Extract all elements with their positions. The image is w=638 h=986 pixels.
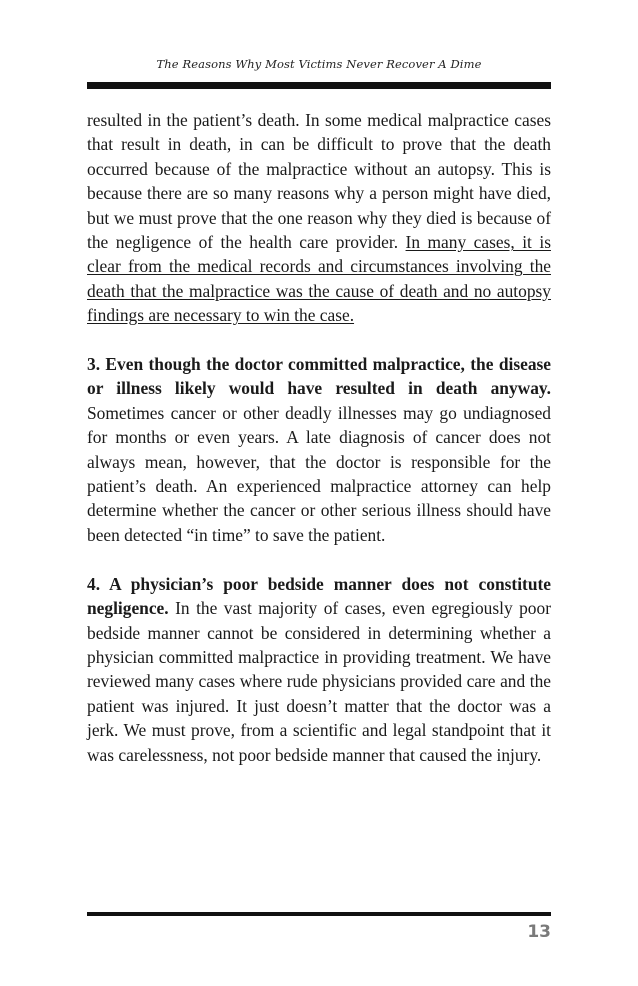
paragraph-point-4 bbox=[87, 572, 551, 767]
paragraph-text: Sometimes cancer or other deadly illnesses may go undiagnosed for months or even years. A late diagnosis of cancer does not always mean, however, that the doctor is responsible for the patient’s death. An experienced malpractice attorney can help determine whether the cancer or other serious illness should have been detected “in time” to save the patient. bbox=[87, 402, 551, 545]
paragraph-text: resulted in the patient’s death. In some medical malpractice cases that result in death, in can be difficult to prove that the death occurred because of the malpractice without an autopsy. This is because there are so many reasons why a person might have died, but we must prove that the one reason why they died is because of the negligence of the health care provider. bbox=[87, 110, 551, 253]
paragraph-death-causation bbox=[87, 108, 551, 328]
point-4-heading: 4. A physician’s poor bedside manner does not constitute negligence. bbox=[87, 573, 551, 619]
running-header: The Reasons Why Most Victims Never Recover A Dime bbox=[156, 57, 482, 71]
paragraph-point-3 bbox=[87, 352, 551, 547]
point-3-heading: 3. Even though the doctor committed malpractice, the disease or illness likely would have resulted in death anyway. bbox=[87, 354, 551, 399]
page-body bbox=[87, 108, 551, 767]
page-number: 13 bbox=[527, 922, 551, 942]
header-rule bbox=[87, 82, 551, 89]
footer-rule bbox=[87, 912, 551, 916]
paragraph-text: In the vast majority of cases, even egregiously poor bedside manner cannot be considered in determining whether a physician committed malpractice in providing treatment. We have reviewed many cases where rude physicians provided care and the patient was injured. It just doesn’t matter that the doctor was a jerk. We must prove, from a scientific and legal standpoint that it was carelessness, not poor bedside manner that caused the injury. bbox=[87, 598, 551, 765]
underlined-sentence: In many cases, it is clear from the medical records and circumstances involving the death that the malpractice was the cause of death and no autopsy findings are necessary to win the case. bbox=[87, 232, 551, 326]
